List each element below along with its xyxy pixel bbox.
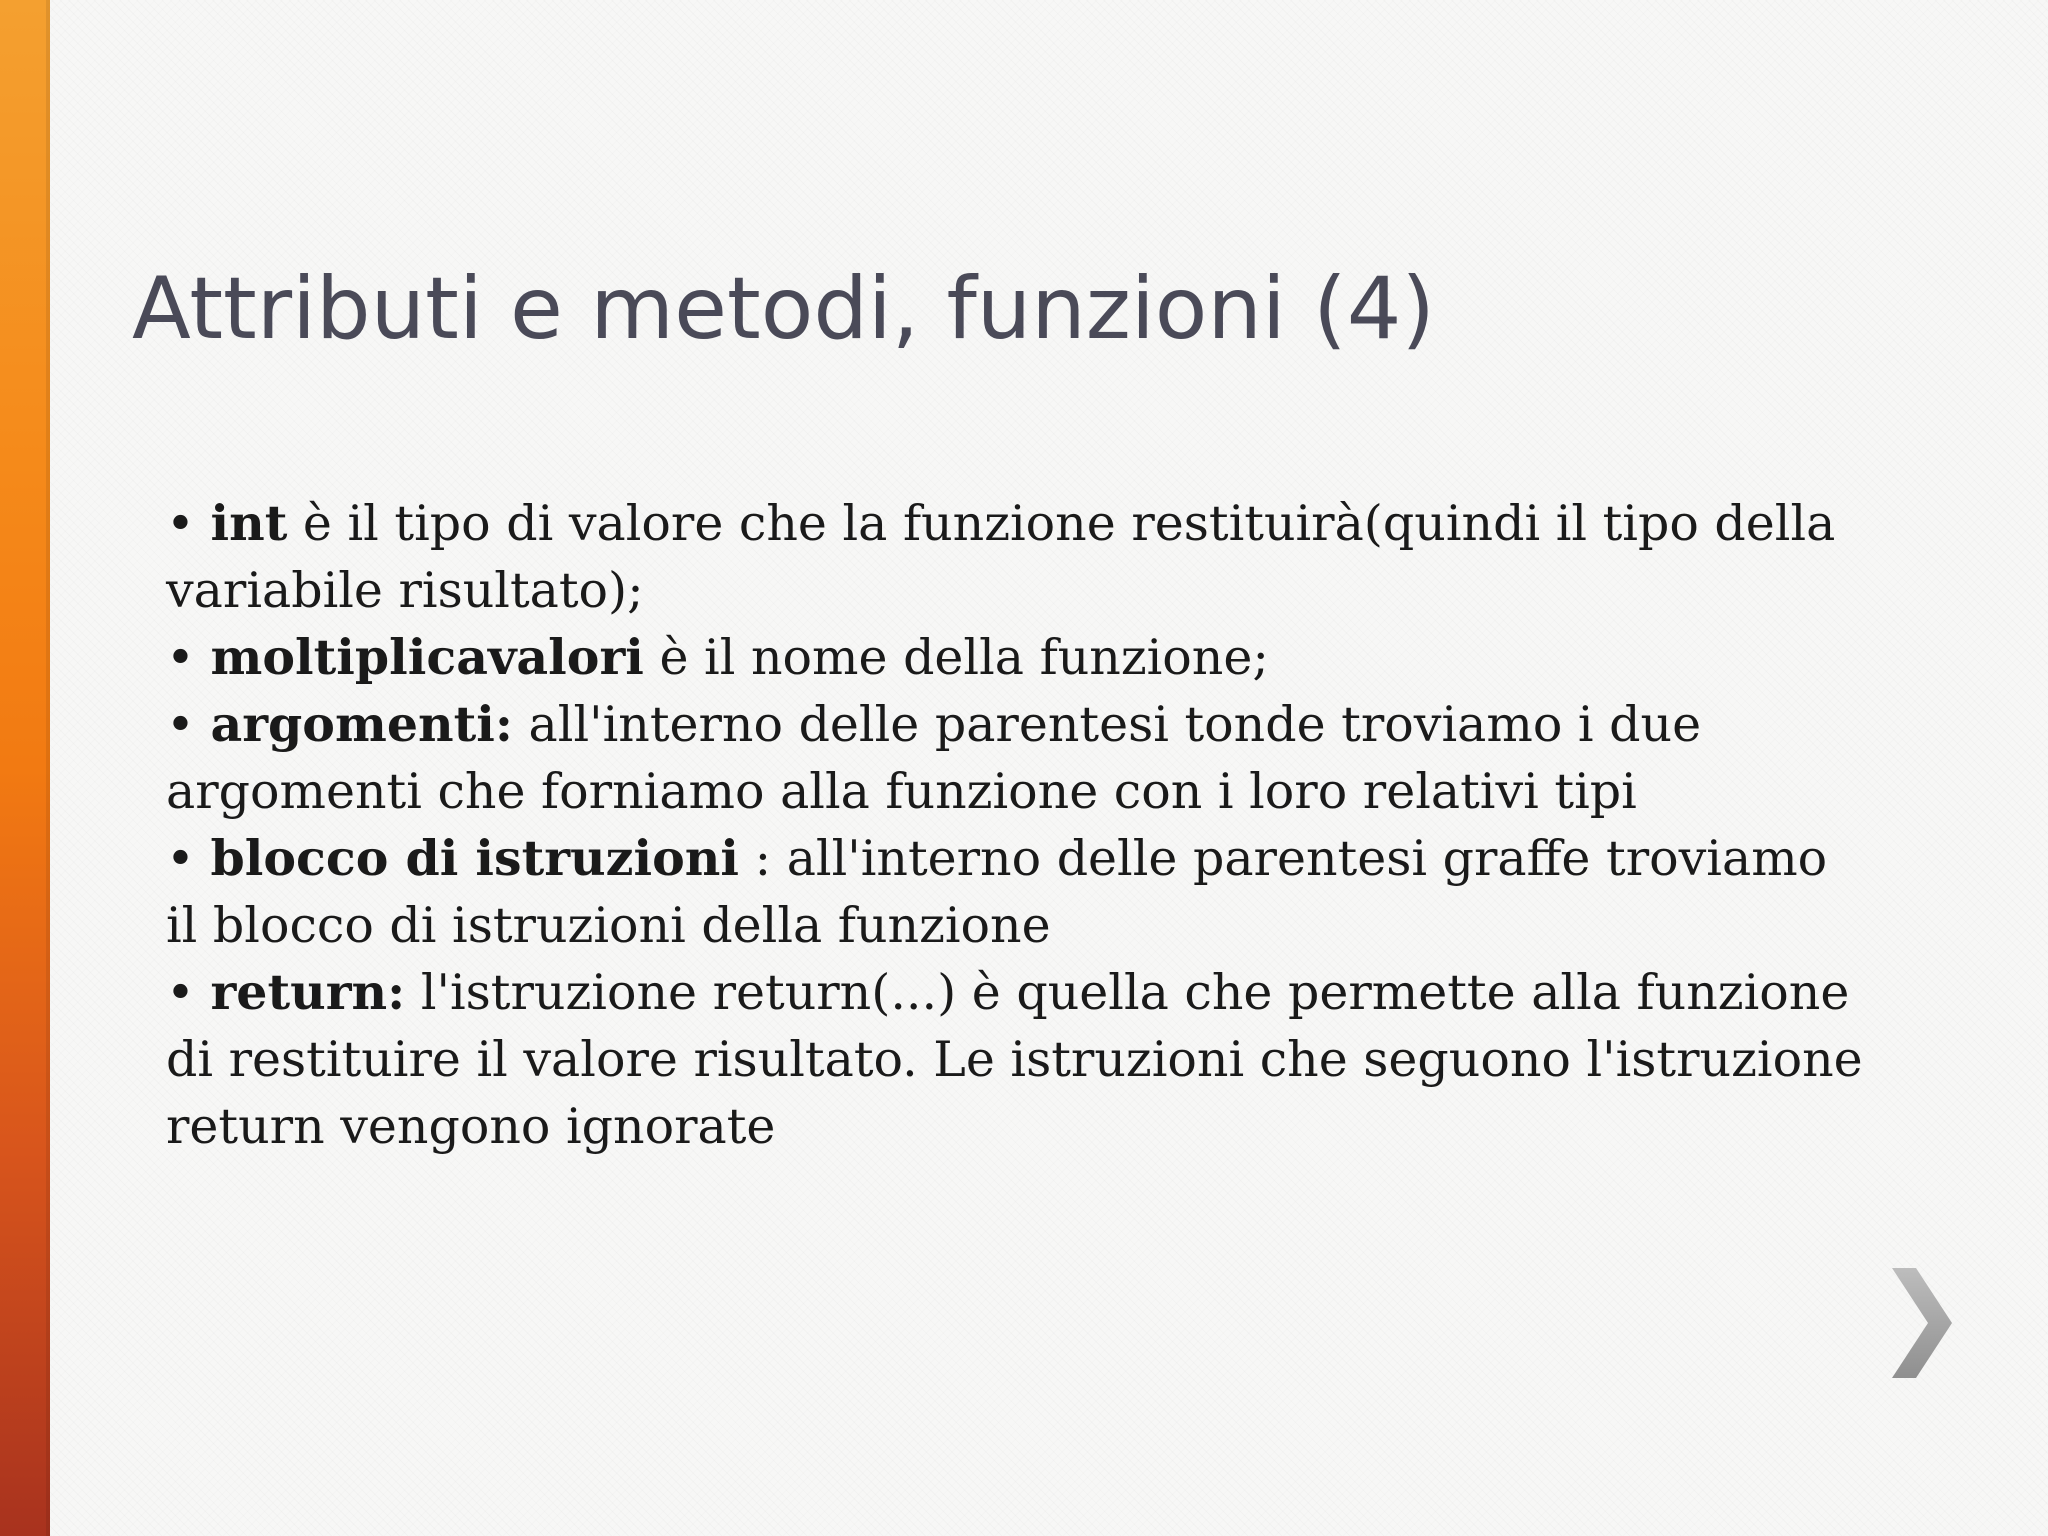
bullet-item-int <box>166 490 1866 624</box>
bullet-term: int <box>210 494 288 552</box>
bullet-item-arguments <box>166 691 1866 825</box>
next-slide-button[interactable] <box>1888 1268 1958 1378</box>
bullet-text: è il tipo di valore che la funzione restituirà(quindi il tipo della variabile risultato); <box>166 495 1836 619</box>
bullet-term: moltiplicavalori <box>210 628 644 686</box>
bullet-text: : all'interno delle parentesi graffe troviamo il blocco di istruzioni della funzione <box>166 830 1828 954</box>
bullet-item-instruction-block <box>166 825 1866 959</box>
bullet-text: all'interno delle parentesi tonde troviamo i due argomenti che forniamo alla funzione con i loro relativi tipi <box>166 696 1702 820</box>
bullet-term: blocco di istruzioni <box>210 829 740 887</box>
bullet-term: return: <box>210 963 406 1021</box>
accent-side-bar <box>0 0 50 1536</box>
bullet-text: l'istruzione return(...) è quella che permette alla funzione di restituire il valore risultato. Le istruzioni che seguono l'istruzione return vengono ignorate <box>166 964 1863 1155</box>
bullet-item-function-name <box>166 624 1866 691</box>
bullet-term: argomenti: <box>210 695 513 753</box>
slide-title: Attributi e metodi, funzioni (4) <box>132 259 1435 359</box>
bullet-item-return <box>166 959 1866 1160</box>
bullet-text: è il nome della funzione; <box>643 629 1269 686</box>
bullet-marker: • <box>166 830 211 887</box>
bullet-marker: • <box>166 629 211 686</box>
bullet-list <box>166 490 1866 1160</box>
bullet-marker: • <box>166 964 211 1021</box>
bullet-marker: • <box>166 495 211 552</box>
chevron-right-icon <box>1888 1268 1958 1378</box>
bullet-marker: • <box>166 696 211 753</box>
